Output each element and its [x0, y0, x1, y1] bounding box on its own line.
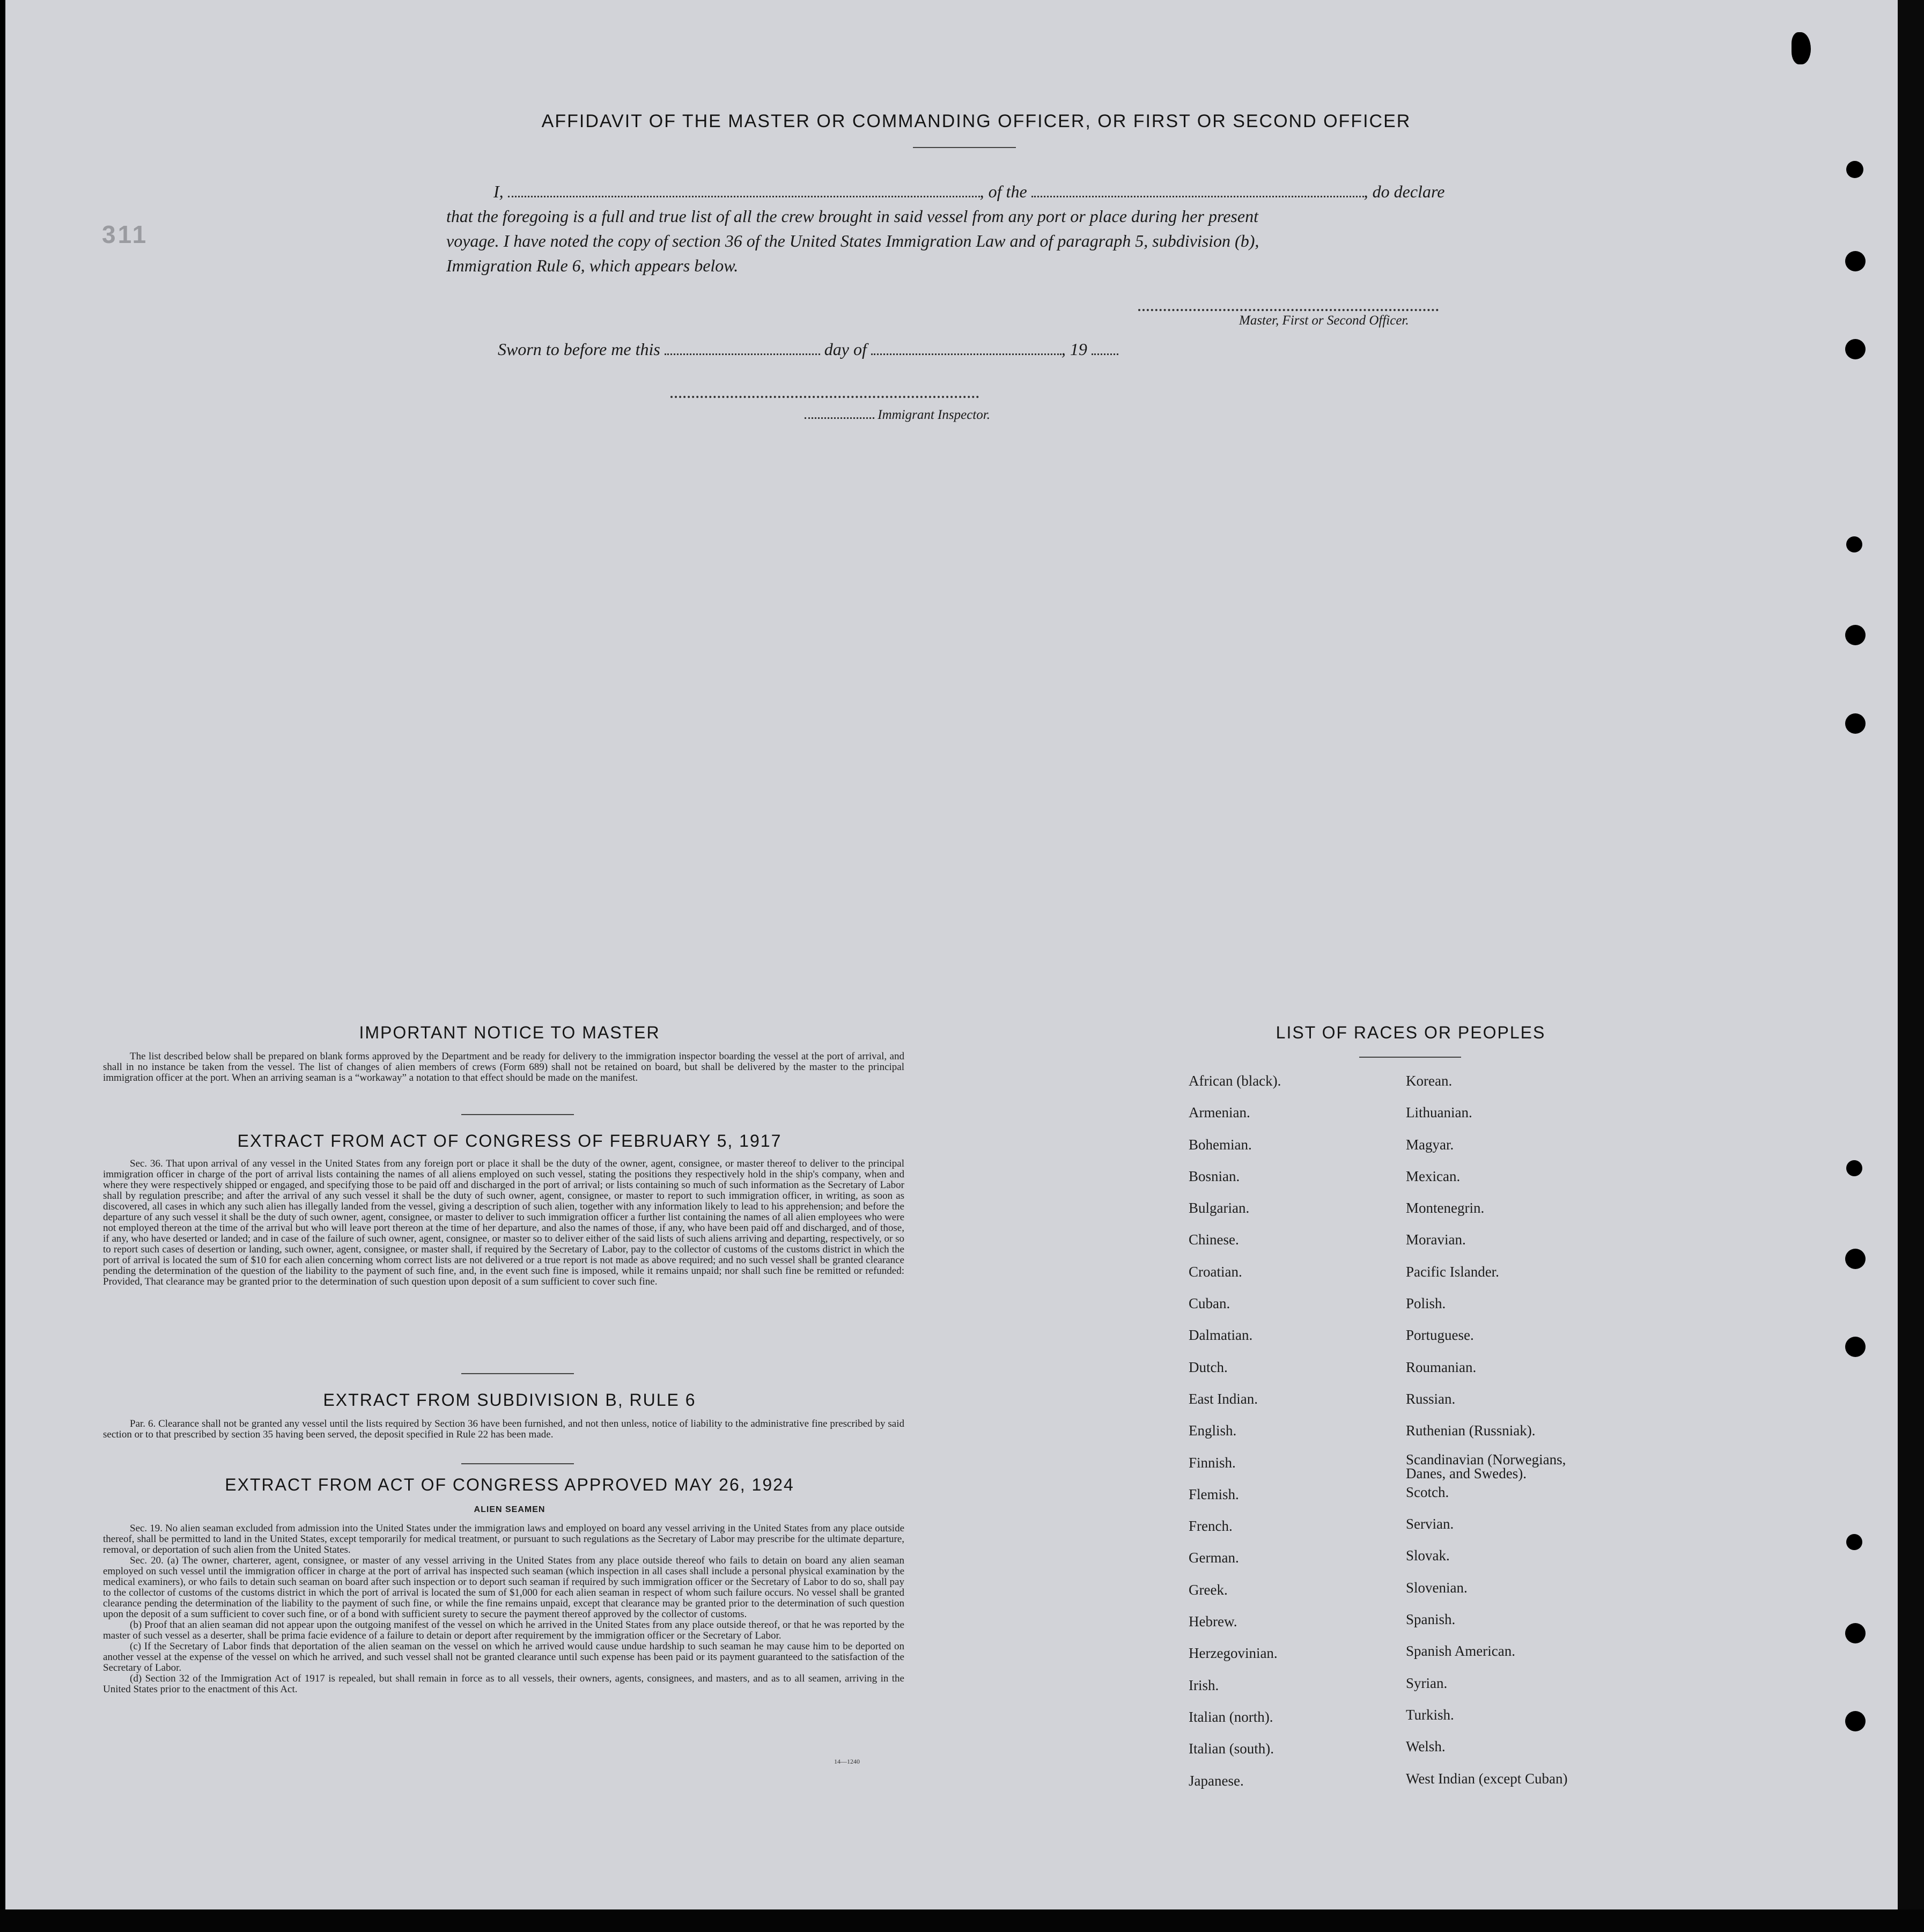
extract-1917-body: Sec. 36. That upon arrival of any vessel in the United States from any foreign port or place it shall be the duty of the owner, agent, consignee, or master thereof to deliver to the principal immigration officer in charge of the port of arrival lists containing the names of all aliens employed on such vessel, stating the positions they respectively hold in the ship's company, when and where they were respectively shipped or engaged, and specifying those to be paid off and discharged in the port of arrival; or lists containing so much of such information as the Secretary of Labor shall by regulation prescribe; and after the arrival of any such vessel it shall be the duty of such owner, agent, consignee, or master to report to such immigration officer, in writing, as soon as discovered, all cases in which any such alien has illegally landed from the vessel, giving a description of such alien, together with any information likely to lead to his apprehension; and before the departure of any such vessel it shall be the duty of such owner, agent, consignee, or master to deliver to such immigration officer a further list containing the names of all alien employees who were not employed thereon at the time of the arrival but who will leave port thereon at the time of her departure, and also the names of those, if any, who have been paid off and discharged, and of those, if any, who have deserted or landed; and in case of the failure of such owner, agent, consignee, or master so to deliver either of the said lists of such aliens arriving and departing, respectively, or so to report such cases of desertion or landing, such owner, agent, consignee, or master shall, if required by the Secretary of Labor, pay to the collector of customs of the customs district in which the port of arrival is located the sum of $10 for each alien concerning whom correct lists are not delivered or a true report is not made as above required; and no such vessel shall be granted clearance pending the determination of the question of the liability to the payment of such fine, and, in the event such fine is imposed, while it remains unpaid; nor shall such fine be remitted or refunded: Provided, That clearance may be granted prior to the determination of such question upon deposit of a sum sufficient to cover such fine.	[103, 1158, 904, 1287]
race-entry: Greek.	[1189, 1581, 1228, 1598]
race-entry: Turkish.	[1406, 1706, 1454, 1723]
race-entry: Italian (south).	[1189, 1741, 1274, 1757]
race-entry: Mexican.	[1406, 1168, 1461, 1184]
affidavit-line-2: that the foregoing is a full and true list of all the crew brought in said vessel from any port or place during her present	[446, 207, 1258, 226]
race-entry: Herzegovinian.	[1189, 1645, 1278, 1662]
race-entry: Irish.	[1189, 1677, 1219, 1693]
sworn-line	[498, 337, 1118, 362]
punch-hole	[1845, 625, 1866, 645]
day-of-label: day of	[824, 340, 867, 359]
year-label: , 19	[1061, 340, 1087, 359]
race-entry: Cuban.	[1189, 1295, 1230, 1312]
race-entry: Lithuanian.	[1406, 1104, 1472, 1121]
declarant-name-field[interactable]	[508, 196, 980, 197]
races-title: LIST OF RACES OR PEOPLES	[1276, 1023, 1546, 1042]
race-entry: Korean.	[1406, 1073, 1453, 1089]
race-entry: Spanish American.	[1406, 1643, 1515, 1660]
punch-hole	[1845, 1249, 1866, 1269]
extract-rule6-rule	[461, 1463, 574, 1464]
punch-hole	[1845, 1711, 1866, 1731]
race-entry: Syrian.	[1406, 1675, 1448, 1691]
sec-20d-paragraph: (d) Section 32 of the Immigration Act of 1917 is repealed, but shall remain in force as to all vessels, their owners, agents, consignees, and masters, and as to all seamen, arriving in the United States prior to the enactment of this Act.	[103, 1673, 904, 1695]
races-right-column	[1406, 1073, 1706, 1802]
race-entry: Portuguese.	[1406, 1327, 1474, 1344]
torn-punch-hole	[1846, 536, 1862, 552]
form-number: 14—1240	[834, 1758, 860, 1765]
affidavit-line-4: Immigration Rule 6, which appears below.	[446, 256, 739, 275]
affidavit-I-label: I,	[493, 182, 504, 201]
race-entry: French.	[1189, 1518, 1233, 1535]
extract-1917-rule	[461, 1373, 574, 1374]
sec-20c-paragraph: (c) If the Secretary of Labor finds that deportation of the alien seaman on the vessel on which he arrived would cause undue hardship to such seaman he may cause him to be deported on another vessel at the expense of the vessel on which he arrived, and such vessel shall not be granted clearance until such expense has been paid or its payment guaranteed to the satisfaction of the Secretary of Labor.	[103, 1641, 904, 1673]
race-entry: Slovenian.	[1406, 1579, 1468, 1596]
race-entry: Chinese.	[1189, 1232, 1239, 1248]
extract-1924-sections	[103, 1523, 904, 1695]
races-title-rule	[1359, 1057, 1461, 1058]
sec-20b-paragraph: (b) Proof that an alien seaman did not appear upon the outgoing manifest of the vessel on which he arrived in the United States from any place outside thereof, or that he was reported by the master of such vessel as a deserter, shall be prima facie evidence of a failure to detain or deport after requirement by the immigration officer or the Secretary of Labor.	[103, 1619, 904, 1641]
punch-hole	[1845, 713, 1866, 734]
race-entry: Scandinavian (Norwegians, Danes, and Swedes).	[1406, 1451, 1566, 1481]
race-entry: Pacific Islander.	[1406, 1263, 1499, 1280]
race-entry: Spanish.	[1406, 1611, 1456, 1628]
torn-punch-hole	[1846, 1534, 1862, 1550]
extract-rule6-body: Par. 6. Clearance shall not be granted any vessel until the lists required by Section 36 have been furnished, and not then unless, notice of liability to the administrative fine prescribed by said section or to that prescribed by section 35 having been served, the deposit specified in Rule 22 has been made.	[103, 1418, 904, 1440]
affidavit-title: AFFIDAVIT OF THE MASTER OR COMMANDING OFFICER, OR FIRST OR SECOND OFFICER	[541, 111, 1411, 131]
master-signature-line[interactable]	[1138, 309, 1439, 311]
punch-hole	[1845, 339, 1866, 359]
race-entry: Japanese.	[1189, 1772, 1244, 1789]
inspector-caption: Immigrant Inspector.	[878, 408, 990, 422]
race-entry: Montenegrin.	[1406, 1200, 1485, 1216]
race-entry: Russian.	[1406, 1390, 1456, 1407]
torn-punch-hole	[1846, 161, 1863, 178]
race-entry: Croatian.	[1189, 1263, 1242, 1280]
race-entry: Slovak.	[1406, 1547, 1450, 1564]
sworn-day-field[interactable]	[665, 353, 820, 355]
races-left-column	[1189, 1073, 1403, 1804]
inspector-signature-line[interactable]	[670, 396, 979, 398]
race-entry: Moravian.	[1406, 1232, 1466, 1248]
sec-19-paragraph: Sec. 19. No alien seaman excluded from admission into the United States under the immigration laws and employed on board any vessel arriving in the United States from any place outside thereof, shall be permitted to land in the United States, except temporarily for medical treatment, or pursuant to such regulations as the Secretary of Labor may prescribe for the ultimate departure, removal, or deportation of such alien from the United States.	[103, 1523, 904, 1555]
punch-hole	[1845, 1623, 1866, 1643]
do-declare-label: , do declare	[1363, 182, 1445, 201]
affidavit-line-3: voyage. I have noted the copy of section 36 of the United States Immigration Law and of paragraph 5, subdivision (b),	[446, 231, 1259, 250]
of-the-label: , of the	[979, 182, 1027, 201]
race-entry: Roumanian.	[1406, 1359, 1477, 1375]
race-entry: Bohemian.	[1189, 1136, 1252, 1153]
notice-rule	[461, 1114, 574, 1115]
extract-rule6-title: EXTRACT FROM SUBDIVISION B, RULE 6	[323, 1390, 696, 1410]
extract-1917-title: EXTRACT FROM ACT OF CONGRESS OF FEBRUARY 5, 1917	[237, 1131, 782, 1151]
race-entry: Dutch.	[1189, 1359, 1228, 1375]
race-entry: Scotch.	[1406, 1484, 1449, 1500]
affidavit-line-1	[493, 179, 1491, 204]
race-entry: Servian.	[1406, 1516, 1454, 1532]
margin-stamp: 311	[102, 220, 149, 248]
inspector-name-field[interactable]	[805, 417, 874, 419]
race-entry: Ruthenian (Russniak).	[1406, 1422, 1536, 1439]
race-entry: Flemish.	[1189, 1486, 1239, 1502]
race-entry: German.	[1189, 1550, 1239, 1566]
sworn-month-field[interactable]	[871, 353, 1061, 355]
race-entry: African (black).	[1189, 1073, 1281, 1089]
race-entry: Finnish.	[1189, 1454, 1236, 1471]
master-signature-caption: Master, First or Second Officer.	[1239, 313, 1409, 328]
extract-1924-subtitle: ALIEN SEAMEN	[474, 1505, 545, 1514]
torn-punch-hole	[1846, 1160, 1862, 1176]
race-entry: Magyar.	[1406, 1136, 1454, 1153]
race-entry: Bosnian.	[1189, 1168, 1240, 1184]
sec-20a-paragraph: Sec. 20. (a) The owner, charterer, agent, consignee, or master of any vessel arriving in the United States from any place outside thereof who fails to detain on board any alien seaman employed on such vessel until the immigration officer in charge at the port of arrival has inspected such seaman (which inspection in all cases shall include a personal physical examination by the medical examiners), or who fails to detain such seaman on board after such inspection or to deport such seaman if required by such immigration officer or the Secretary of Labor to do so, shall pay to the collector of customs of the customs district in which the port of arrival is located the sum of $1,000 for each alien seaman in respect of whom such failure occurs. No vessel shall be granted clearance pending the determination of the liability to the payment of such fine, or while the fine remains unpaid, except that clearance may be granted prior to the determination of such question upon the deposit of a sum sufficient to cover such fine, or of a bond with sufficient surety to secure the payment thereof approved by the collector of customs.	[103, 1555, 904, 1620]
form-sheet	[5, 0, 1898, 1909]
race-entry: Armenian.	[1189, 1104, 1250, 1121]
extract-1924-title: EXTRACT FROM ACT OF CONGRESS APPROVED MAY 26, 1924	[225, 1475, 794, 1494]
race-entry: West Indian (except Cuban)	[1406, 1770, 1568, 1787]
race-entry: Dalmatian.	[1189, 1327, 1253, 1344]
sworn-label: Sworn to before me this	[498, 340, 660, 359]
punch-hole	[1845, 1337, 1866, 1357]
race-entry: Polish.	[1406, 1295, 1446, 1312]
torn-corner-mark	[1792, 32, 1811, 64]
notice-body: The list described below shall be prepared on blank forms approved by the Department and be ready for delivery to the immigration inspector boarding the vessel at the port of arrival, and shall in no instance be taken from the vessel. The list of changes of alien members of crews (Form 689) shall not be retained on board, but shall be delivered by the master to the principal immigration officer at the port. When an arriving seaman is a “workaway” a notation to that effect should be made on the manifest.	[103, 1051, 904, 1083]
sworn-year-field[interactable]	[1092, 353, 1118, 355]
race-entry: English.	[1189, 1422, 1237, 1439]
scan-edge-right	[1898, 0, 1924, 1932]
vessel-name-field[interactable]	[1031, 196, 1364, 197]
scan-edge-bottom	[0, 1909, 1924, 1932]
inspector-line	[805, 408, 990, 423]
punch-hole	[1845, 251, 1866, 271]
race-entry: East Indian.	[1189, 1390, 1258, 1407]
notice-title: IMPORTANT NOTICE TO MASTER	[359, 1023, 660, 1042]
race-entry: Italian (north).	[1189, 1708, 1273, 1725]
race-entry: Bulgarian.	[1189, 1200, 1250, 1216]
affidavit-title-rule	[913, 147, 1016, 148]
race-entry: Welsh.	[1406, 1738, 1446, 1755]
race-entry: Hebrew.	[1189, 1613, 1237, 1630]
